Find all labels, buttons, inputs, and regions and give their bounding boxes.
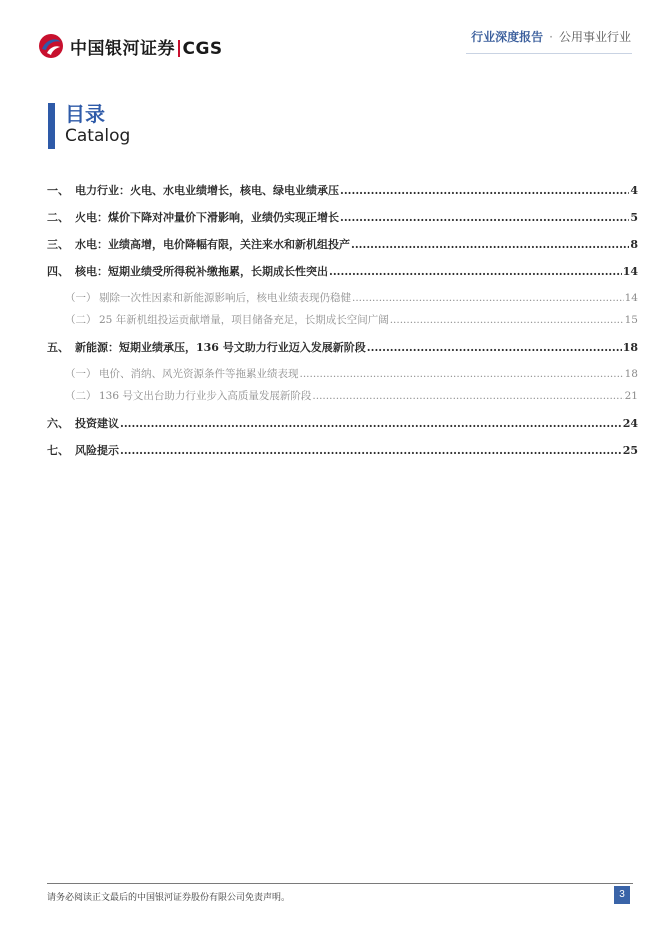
toc-page: 5 bbox=[630, 211, 638, 224]
toc-leader bbox=[351, 238, 629, 251]
toc-page: 4 bbox=[630, 184, 638, 197]
catalog-title-en: Catalog bbox=[65, 126, 131, 146]
header-divider bbox=[466, 53, 632, 54]
toc-title: 电价、消纳、风光资源条件等拖累业绩表现 bbox=[99, 368, 299, 380]
toc-entry[interactable] bbox=[47, 442, 638, 458]
toc-entry[interactable] bbox=[47, 339, 638, 355]
toc-leader bbox=[340, 184, 629, 197]
toc-leader bbox=[390, 314, 624, 326]
toc-title: 火电：煤价下降对冲量价下滑影响，业绩仍实现正增长 bbox=[75, 211, 339, 224]
toc-number: 四、 bbox=[47, 265, 69, 278]
toc-title: 25 年新机组投运贡献增量，项目储备充足，长期成长空间广阔 bbox=[99, 314, 389, 326]
footer-disclaimer: 请务必阅读正文最后的中国银河证券股份有限公司免责声明。 bbox=[47, 893, 291, 903]
galaxy-logo-icon bbox=[38, 33, 64, 59]
toc-page: 18 bbox=[624, 368, 638, 380]
toc-subentry[interactable] bbox=[47, 312, 638, 327]
header-separator: · bbox=[549, 30, 553, 44]
toc-number: 五、 bbox=[47, 341, 69, 354]
toc-number: （一） bbox=[65, 368, 97, 380]
toc-number: 二、 bbox=[47, 211, 69, 224]
catalog-accent-bar bbox=[48, 103, 55, 149]
toc-entry[interactable] bbox=[47, 415, 638, 431]
logo-separator bbox=[178, 40, 180, 57]
toc-leader bbox=[329, 265, 622, 278]
toc-subentry[interactable] bbox=[47, 366, 638, 381]
toc-page: 24 bbox=[622, 417, 638, 430]
toc-page: 25 bbox=[622, 444, 638, 457]
toc-subentry[interactable] bbox=[47, 388, 638, 403]
toc-leader bbox=[352, 292, 624, 304]
catalog-title-cn: 目录 bbox=[65, 102, 105, 126]
toc-title: 风险提示 bbox=[75, 444, 119, 457]
toc-entry[interactable] bbox=[47, 182, 638, 198]
toc-leader bbox=[312, 390, 623, 402]
logo-company-name: 中国银河证券 bbox=[70, 38, 175, 59]
industry-label: 公用事业行业 bbox=[558, 30, 631, 44]
toc-title: 水电：业绩高增，电价降幅有限，关注来水和新机组投产 bbox=[75, 238, 350, 251]
toc-leader bbox=[340, 211, 629, 224]
toc-leader bbox=[120, 444, 622, 457]
toc-page: 21 bbox=[624, 390, 638, 402]
toc-entry[interactable] bbox=[47, 236, 638, 252]
toc-number: 三、 bbox=[47, 238, 69, 251]
toc-number: （二） bbox=[65, 314, 97, 326]
toc-page: 15 bbox=[624, 314, 638, 326]
toc-title: 核电：短期业绩受所得税补缴拖累，长期成长性突出 bbox=[75, 265, 328, 278]
toc-entry[interactable] bbox=[47, 209, 638, 225]
toc-entry[interactable] bbox=[47, 263, 638, 279]
toc-number: （一） bbox=[65, 292, 97, 304]
logo-brand: CGS bbox=[182, 38, 223, 59]
company-logo bbox=[38, 33, 223, 59]
logo-text bbox=[70, 34, 223, 59]
footer-divider bbox=[47, 883, 633, 884]
page-header bbox=[0, 0, 662, 70]
toc-page: 14 bbox=[622, 265, 638, 278]
toc-page: 8 bbox=[630, 238, 638, 251]
toc-leader bbox=[120, 417, 622, 430]
toc-number: （二） bbox=[65, 390, 97, 402]
toc-number: 一、 bbox=[47, 184, 69, 197]
toc-title: 电力行业：火电、水电业绩增长，核电、绿电业绩承压 bbox=[75, 184, 339, 197]
toc-leader bbox=[300, 368, 624, 380]
report-type-label: 行业深度报告 bbox=[471, 30, 544, 44]
toc-number: 六、 bbox=[47, 417, 69, 430]
toc-page: 18 bbox=[622, 341, 638, 354]
toc-title: 新能源：短期业绩承压，136 号文助力行业迈入发展新阶段 bbox=[75, 341, 366, 354]
report-category bbox=[471, 28, 631, 45]
toc-subentry[interactable] bbox=[47, 290, 638, 305]
toc-title: 投资建议 bbox=[75, 417, 119, 430]
toc-title: 剔除一次性因素和新能源影响后，核电业绩表现仍稳健 bbox=[99, 292, 351, 304]
toc-title: 136 号文出台助力行业步入高质量发展新阶段 bbox=[99, 390, 312, 402]
toc-page: 14 bbox=[624, 292, 638, 304]
page-number: 3 bbox=[614, 886, 630, 904]
toc-leader bbox=[367, 341, 622, 354]
toc-number: 七、 bbox=[47, 444, 69, 457]
